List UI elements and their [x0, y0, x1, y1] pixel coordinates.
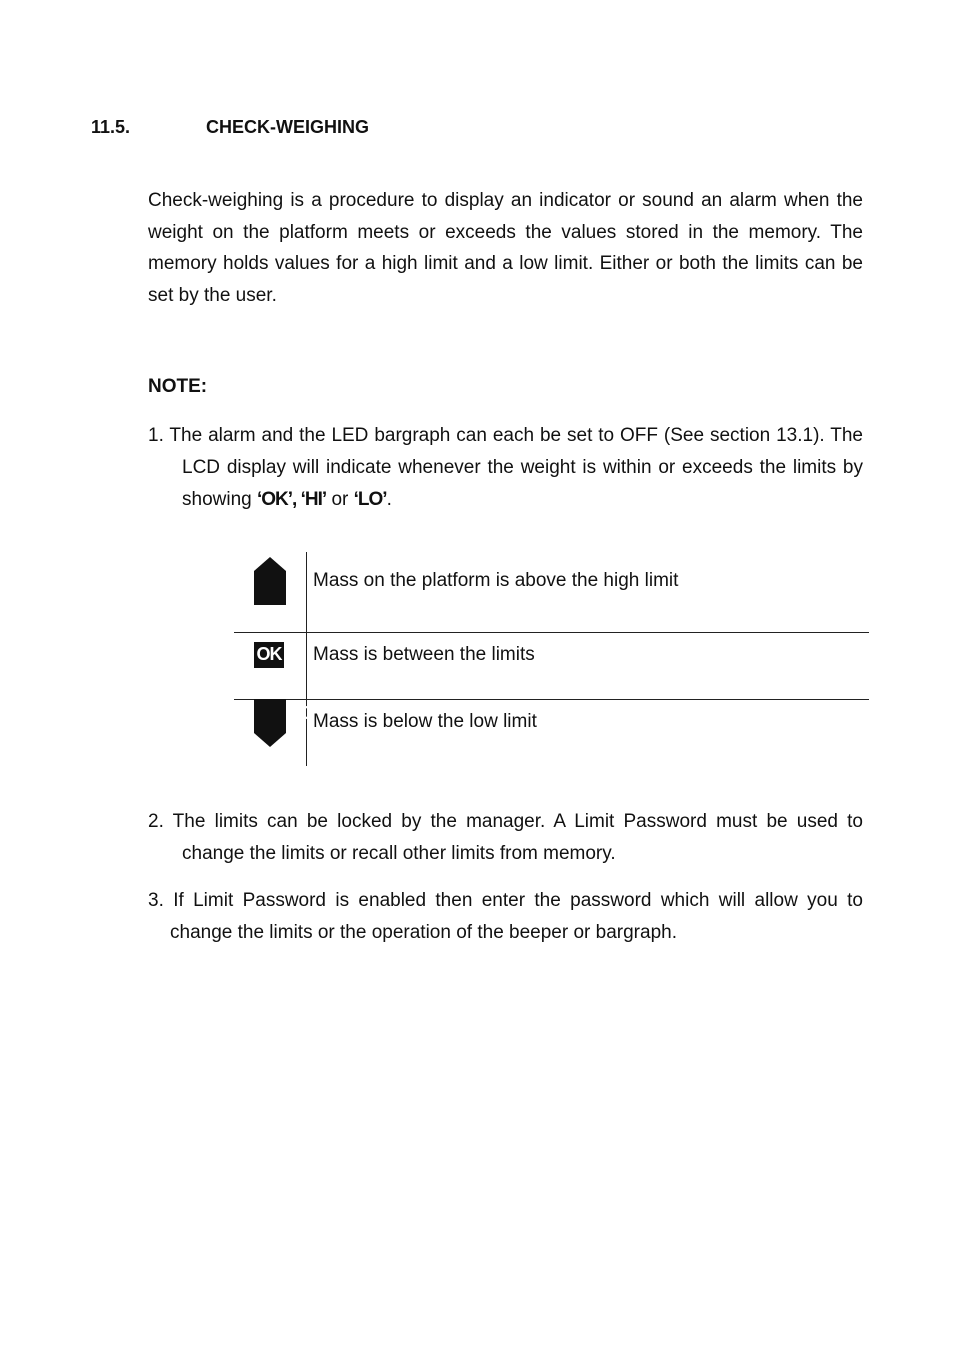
section-number: 11.5.	[91, 117, 131, 137]
hi-icon-label: HI	[294, 577, 310, 597]
lo-term: ‘LO’	[353, 489, 387, 510]
lo-icon-label: LO	[290, 703, 314, 723]
table-divider-horizontal	[234, 632, 869, 633]
ok-icon-label: OK	[256, 644, 282, 664]
lo-arrow-down-icon	[254, 699, 314, 747]
note-item-1	[148, 420, 863, 516]
ok-box-icon	[254, 642, 284, 668]
status-row-description: Mass is below the low limit	[313, 711, 537, 732]
section-title: CHECK-WEIGHING	[206, 117, 369, 137]
note-label: NOTE:	[148, 376, 208, 397]
status-table	[234, 552, 869, 766]
note-item-1-text: 1. The alarm and the LED bargraph can each be set to OFF (See section 13.1). The LCD display will indicate whenever the weight is within or exceeds the limits by showing	[148, 425, 863, 510]
status-row-description: Mass is between the limits	[313, 644, 535, 665]
note-item-3: 3. If Limit Password is enabled then enter the password which will allow you to change the limits or the operation of the beeper or bargraph.	[148, 890, 863, 943]
period: .	[386, 489, 392, 510]
hi-arrow-up-icon	[254, 557, 310, 605]
hi-term: ‘HI’	[300, 489, 327, 510]
intro-paragraph: Check-weighing is a procedure to display an indicator or sound an alarm when the weight on the platform meets or exceeds the values stored in the memory. The memory holds values for a high limit and a low limit. Either or both the limits can be set by the user.	[148, 190, 863, 306]
section-heading	[91, 117, 369, 138]
note-item-2: 2. The limits can be locked by the manager. A Limit Password must be used to change the limits or recall other limits from memory.	[148, 811, 863, 864]
status-row-description: Mass on the platform is above the high limit	[313, 570, 679, 591]
table-divider-horizontal	[234, 699, 869, 700]
ok-term: ‘OK’,	[257, 489, 301, 510]
or-word: or	[326, 489, 354, 510]
